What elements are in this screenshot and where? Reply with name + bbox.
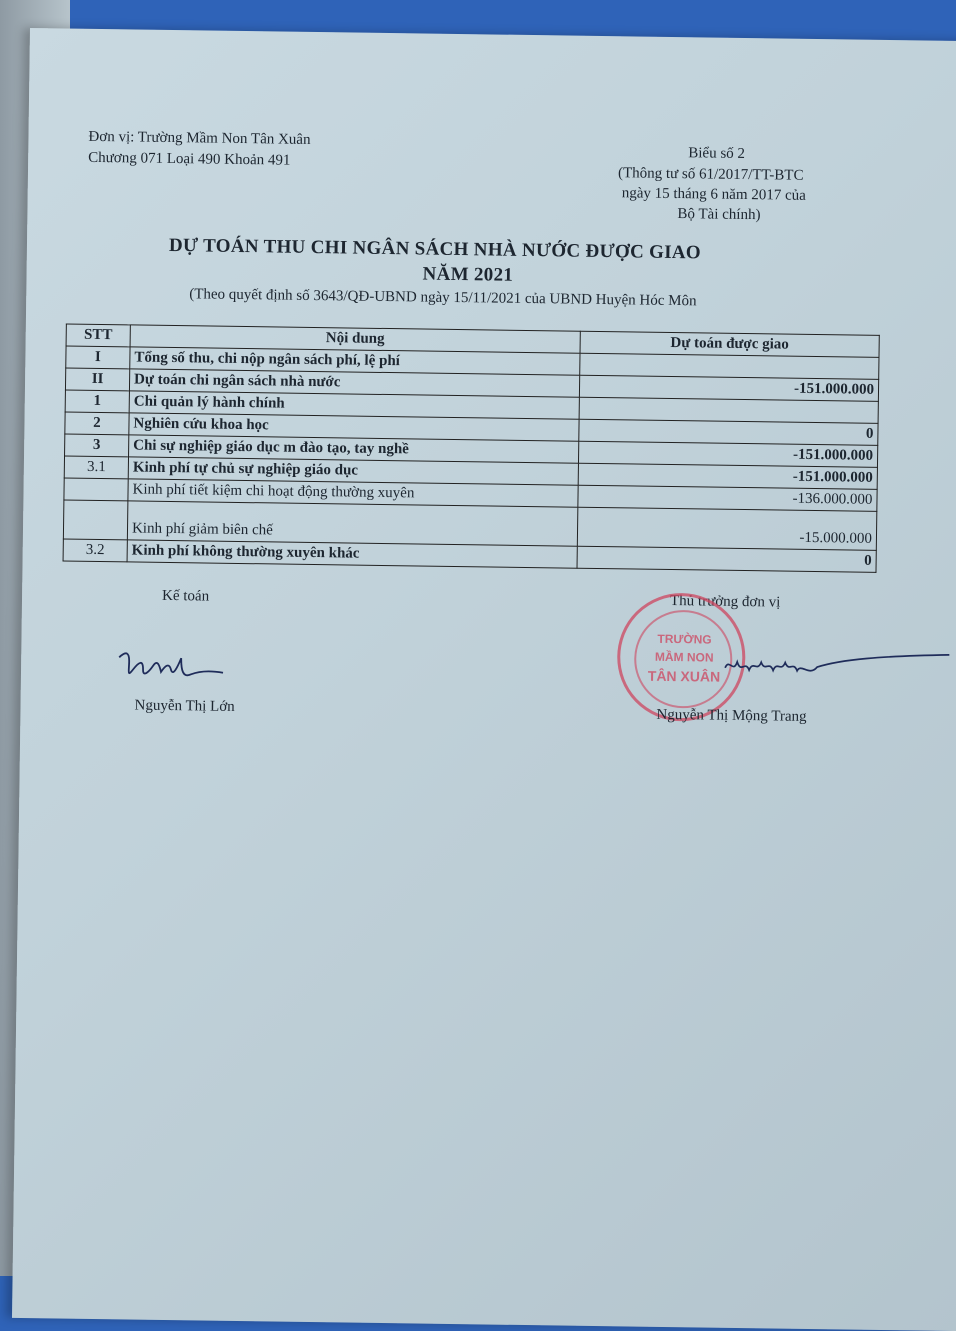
document-year: NĂM 2021 [422,263,514,286]
row-content: Kinh phí giảm biên chế [127,501,578,546]
header-content: Nội dung [130,325,580,353]
accountant-name: Nguyễn Thị Lớn [134,697,235,715]
row-stt [63,500,128,540]
row-amount: -15.000.000 [577,507,877,550]
chapter-code: Chương 071 Loại 490 Khoản 491 [88,149,291,169]
row-content: Kinh phí tiết kiệm chi hoạt động thường xuyên [128,479,578,507]
form-number: Biểu số 2 [688,145,746,162]
circular-line2: ngày 15 tháng 6 năm 2017 của [621,185,806,204]
row-content: Nghiên cứu khoa học [129,413,579,441]
row-stt: I [66,346,130,369]
row-content: Dự toán chi ngân sách nhà nước [129,369,579,397]
row-stt: II [65,368,129,391]
unit-name: Đơn vị: Trường Mầm Non Tân Xuân [88,128,311,148]
decision-reference: (Theo quyết định số 3643/QĐ-UBND ngày 15/11/2021 của UBND Huyện Hóc Môn [189,286,697,310]
circular-line3: Bộ Tài chính) [677,206,761,224]
header-stt: STT [66,324,130,347]
row-content: Kinh phí không thường xuyên khác [127,540,577,568]
row-stt [64,478,128,501]
row-stt: 3 [65,434,129,457]
row-amount: 0 [579,419,878,445]
director-role: Thủ trưởng đơn vị [669,592,781,611]
row-amount: -151.000.000 [579,375,878,401]
director-name: Nguyễn Thị Mộng Trang [656,706,807,725]
document-page [12,28,956,1331]
document-title: DỰ TOÁN THU CHI NGÂN SÁCH NHÀ NƯỚC ĐƯỢC GIAO [168,234,702,264]
seal-line3: TÂN XUÂN [647,667,721,685]
accountant-signature [111,647,232,689]
accountant-role: Kế toán [161,587,210,605]
row-stt: 2 [65,412,129,435]
row-stt: 3.1 [64,456,128,479]
row-content: Chi quản lý hành chính [129,391,579,419]
row-content: Chi sự nghiệp giáo dục m đào tạo, tay nghề [129,435,579,463]
row-amount: -151.000.000 [578,463,877,489]
row-amount: -136.000.000 [578,485,877,511]
circular-line1: (Thông tư số 61/2017/TT-BTC [617,165,804,184]
budget-table [63,324,880,573]
header-amount: Dự toán được giao [580,331,879,357]
seal-line1: TRƯỜNG [657,631,712,647]
row-stt: 3.2 [63,539,127,562]
seal-line2: MẦM NON [654,649,714,665]
director-signature [721,648,951,687]
row-stt: 1 [65,390,129,413]
row-amount: -151.000.000 [578,441,877,467]
row-content: Tổng số thu, chi nộp ngân sách phí, lệ phí [130,347,580,375]
row-amount: 0 [577,546,876,572]
row-content: Kinh phí tự chủ sự nghiệp giáo dục [128,457,578,485]
